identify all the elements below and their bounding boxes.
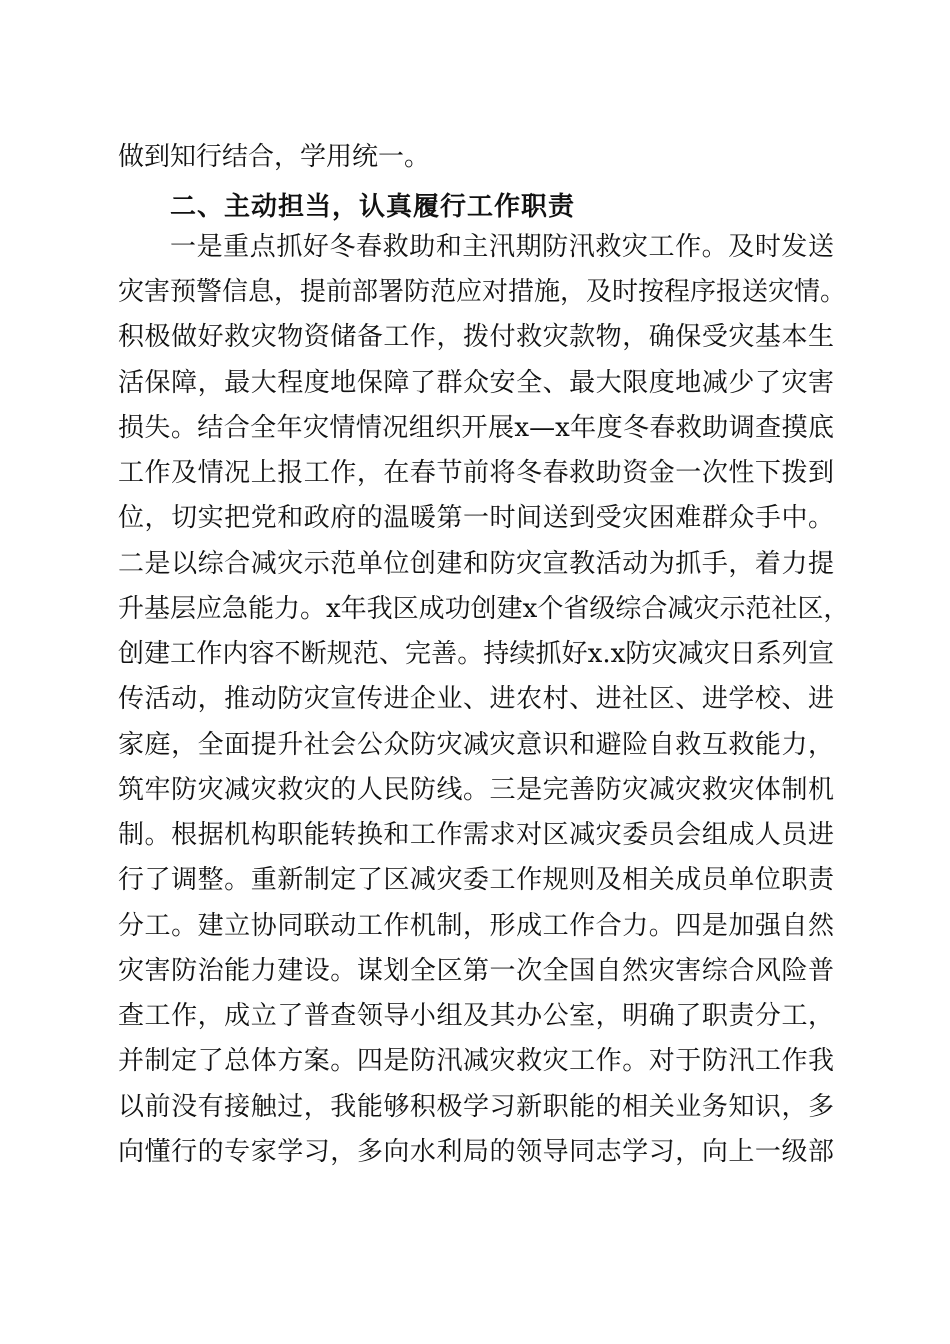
paragraph-line-16: 制。根据机构职能转换和工作需求对区减灾委员会组成人员进 (118, 820, 834, 850)
paragraph-line-3: 一是重点抓好冬春救助和主汛期防汛救灾工作。及时发送 (170, 232, 834, 262)
paragraph-line-7: 损失。结合全年灾情情况组织开展x—x年度冬春救助调查摸底 (118, 413, 834, 443)
paragraph-line-17: 行了调整。重新制定了区减灾委工作规则及相关成员单位职责 (118, 865, 834, 895)
paragraph-line-14: 家庭，全面提升社会公众防灾减灾意识和避险自救互救能力， (118, 730, 834, 760)
paragraph-line-9: 位，切实把党和政府的温暖第一时间送到受灾困难群众手中。 (118, 503, 834, 533)
paragraph-line-10: 二是以综合减灾示范单位创建和防灾宣教活动为抓手，着力提 (118, 549, 834, 579)
paragraph-line-5: 积极做好救灾物资储备工作，拨付救灾款物，确保受灾基本生 (118, 322, 834, 352)
paragraph-line-23: 向懂行的专家学习，多向水利局的领导同志学习，向上一级部 (118, 1137, 834, 1167)
paragraph-line-22: 以前没有接触过，我能够积极学习新职能的相关业务知识，多 (118, 1092, 834, 1122)
paragraph-line-15: 筑牢防灾减灾救灾的人民防线。三是完善防灾减灾救灾体制机 (118, 775, 834, 805)
paragraph-line-12: 创建工作内容不断规范、完善。持续抓好x.x防灾减灾日系列宣 (118, 639, 834, 669)
paragraph-line-13: 传活动，推动防灾宣传进企业、进农村、进社区、进学校、进 (118, 684, 834, 714)
paragraph-line-11: 升基层应急能力。x年我区成功创建x个省级综合减灾示范社区， (118, 594, 850, 624)
paragraph-line-19: 灾害防治能力建设。谋划全区第一次全国自然灾害综合风险普 (118, 956, 834, 986)
paragraph-line-20: 查工作，成立了普查领导小组及其办公室，明确了职责分工， (118, 1001, 834, 1031)
paragraph-line-1: 做到知行结合，学用统一。 (118, 142, 431, 172)
paragraph-line-21: 并制定了总体方案。四是防汛减灾救灾工作。对于防汛工作我 (118, 1046, 834, 1076)
section-heading: 二、主动担当，认真履行工作职责 (170, 192, 576, 222)
paragraph-line-8: 工作及情况上报工作，在春节前将冬春救助资金一次性下拨到 (118, 458, 834, 488)
paragraph-line-6: 活保障，最大程度地保障了群众安全、最大限度地减少了灾害 (118, 368, 834, 398)
paragraph-line-18: 分工。建立协同联动工作机制，形成工作合力。四是加强自然 (118, 911, 834, 941)
paragraph-line-4: 灾害预警信息，提前部署防范应对措施，及时按程序报送灾情。 (118, 277, 847, 307)
